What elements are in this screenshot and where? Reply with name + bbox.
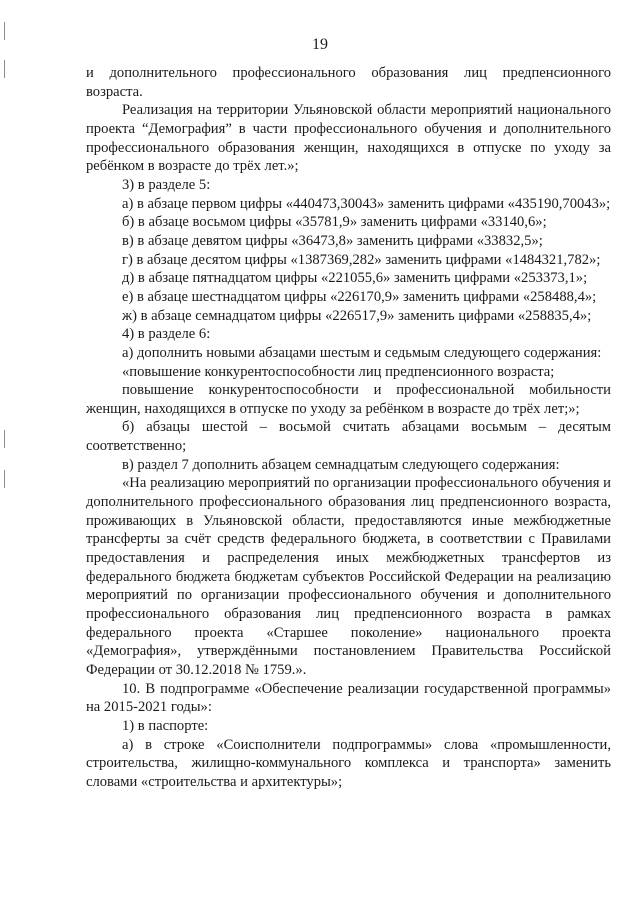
binding-mark [4, 60, 5, 78]
page-number: 19 [312, 36, 328, 53]
paragraph: г) в абзаце десятом цифры «1387369,282» заменить цифрами «1484321,782»; [122, 251, 601, 268]
paragraph: «На реализацию мероприятий по организации профессионального обучения и дополнительного профессионального образования лиц предпенсионного возраста, проживающих в Ульяновской области, предоставляются иные межбюджетные трансферты за счёт средств федерального бюджета, в соответствии с Правилами предоставления и распределения иных межбюджетных трансфертов из федерального бюджета бюджетам субъектов Российской Федерации на реализацию мероприятий по организации профессионального обучения и дополнительного профессионального образования лиц предпенсионного возраста в рамках федерального проекта «Старшее поколение» национального проекта «Демография», утверждёнными постановлением Правительства Российской Федерации от 30.12.2018 № 1759.». [86, 475, 611, 678]
binding-margin [0, 0, 10, 905]
document-body [86, 64, 611, 792]
paragraph: «повышение конкурентоспособности лиц предпенсионного возраста; [122, 363, 555, 380]
paragraph: а) в абзаце первом цифры «440473,30043» заменить цифрами «435190,70043»; [122, 195, 611, 212]
paragraph: 10. В подпрограмме «Обеспечение реализации государственной программы» на 2015-2021 годы»: [86, 680, 611, 716]
paragraph: Реализация на территории Ульяновской области мероприятий национального проекта “Демография” в части профессионального обучения и дополнительного профессионального образования женщин, находящихся в отпуске по уходу за ребёнком в возрасте до трёх лет.»; [86, 102, 611, 175]
paragraph: 4) в разделе 6: [122, 326, 211, 343]
paragraph: и дополнительного профессионального образования лиц предпенсионного возраста. [86, 65, 611, 100]
paragraph: б) в абзаце восьмом цифры «35781,9» заменить цифрами «33140,6»; [122, 214, 547, 231]
paragraph: а) дополнить новыми абзацами шестым и седьмым следующего содержания: [122, 344, 602, 361]
binding-mark [4, 470, 5, 488]
paragraph: 3) в разделе 5: [122, 176, 211, 193]
paragraph: б) абзацы шестой – восьмой считать абзацами восьмым – десятым соответственно; [86, 419, 611, 455]
paragraph: д) в абзаце пятнадцатом цифры «221055,6» заменить цифрами «253373,1»; [122, 270, 588, 287]
paragraph: 1) в паспорте: [122, 717, 209, 734]
paragraph: повышение конкурентоспособности и профессиональной мобильности женщин, находящихся в отпуске по уходу за ребёнком в возрасте до трёх лет;»; [86, 382, 611, 417]
paragraph: е) в абзаце шестнадцатом цифры «226170,9» заменить цифрами «258488,4»; [122, 288, 597, 305]
paragraph: ж) в абзаце семнадцатом цифры «226517,9» заменить цифрами «258835,4»; [122, 307, 592, 324]
paragraph: а) в строке «Соисполнители подпрограммы» слова «промышленности, строительства, жилищно-коммунального комплекса и транспорта» заменить словами «строительства и архитектуры»; [86, 736, 611, 790]
binding-mark [4, 430, 5, 448]
paragraph: в) раздел 7 дополнить абзацем семнадцатым следующего содержания: [122, 456, 560, 473]
paragraph: в) в абзаце девятом цифры «36473,8» заменить цифрами «33832,5»; [122, 232, 543, 249]
